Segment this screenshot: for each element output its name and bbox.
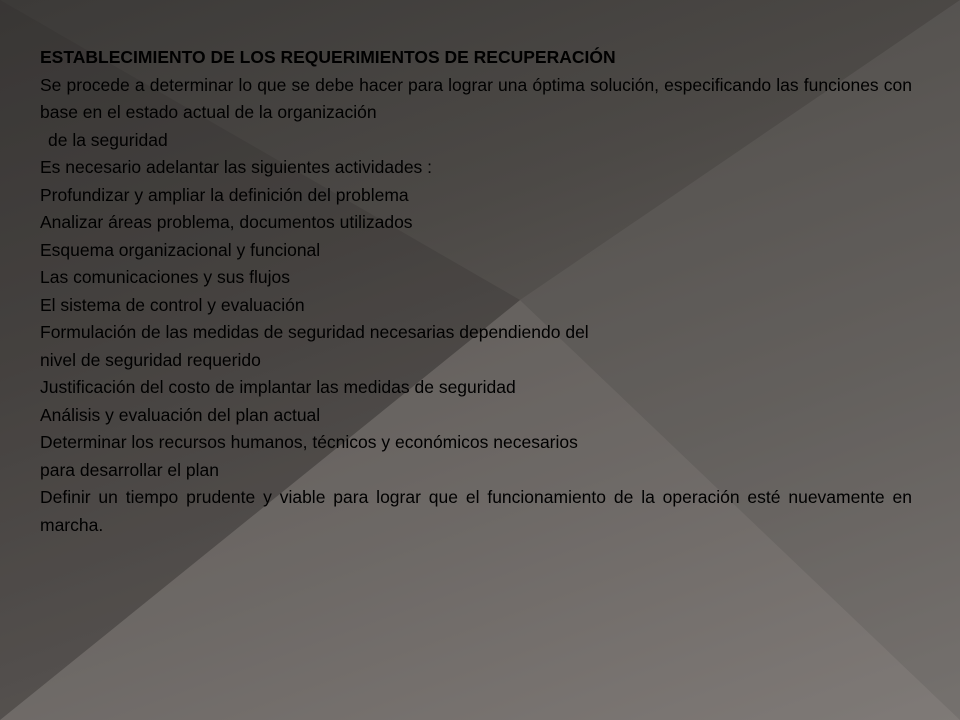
activity-item: Formulación de las medidas de seguridad necesarias dependiendo del	[40, 322, 589, 342]
activity-item: Analizar áreas problema, documentos utilizados	[40, 212, 413, 232]
activity-item: para desarrollar el plan	[40, 459, 219, 480]
activity-item: Justificación del costo de implantar las medidas de seguridad	[40, 377, 516, 397]
slide-content	[40, 44, 912, 539]
slide-title: ESTABLECIMIENTO DE LOS REQUERIMIENTOS DE RECUPERACIÓN	[40, 47, 616, 67]
intro-paragraph: Se procede a determinar lo que se debe hacer para lograr una óptima solución, especificando las funciones con base en el estado actual de la organización	[40, 74, 912, 122]
intro-continuation: de la seguridad	[48, 129, 168, 150]
activity-item: Esquema organizacional y funcional	[40, 239, 321, 260]
activity-item: Análisis y evaluación del plan actual	[40, 404, 321, 425]
activities-lead: Es necesario adelantar las siguientes actividades :	[40, 157, 433, 177]
activity-item: Determinar los recursos humanos, técnicos y económicos necesarios	[40, 432, 578, 452]
activity-item: El sistema de control y evaluación	[40, 294, 305, 315]
activity-item: Las comunicaciones y sus flujos	[40, 267, 290, 287]
activity-item: nivel de seguridad requerido	[40, 349, 261, 370]
closing-paragraph: Definir un tiempo prudente y viable para lograr que el funcionamiento de la operación esté nuevamente en marcha.	[40, 487, 912, 535]
activity-item: Profundizar y ampliar la definición del problema	[40, 184, 409, 205]
